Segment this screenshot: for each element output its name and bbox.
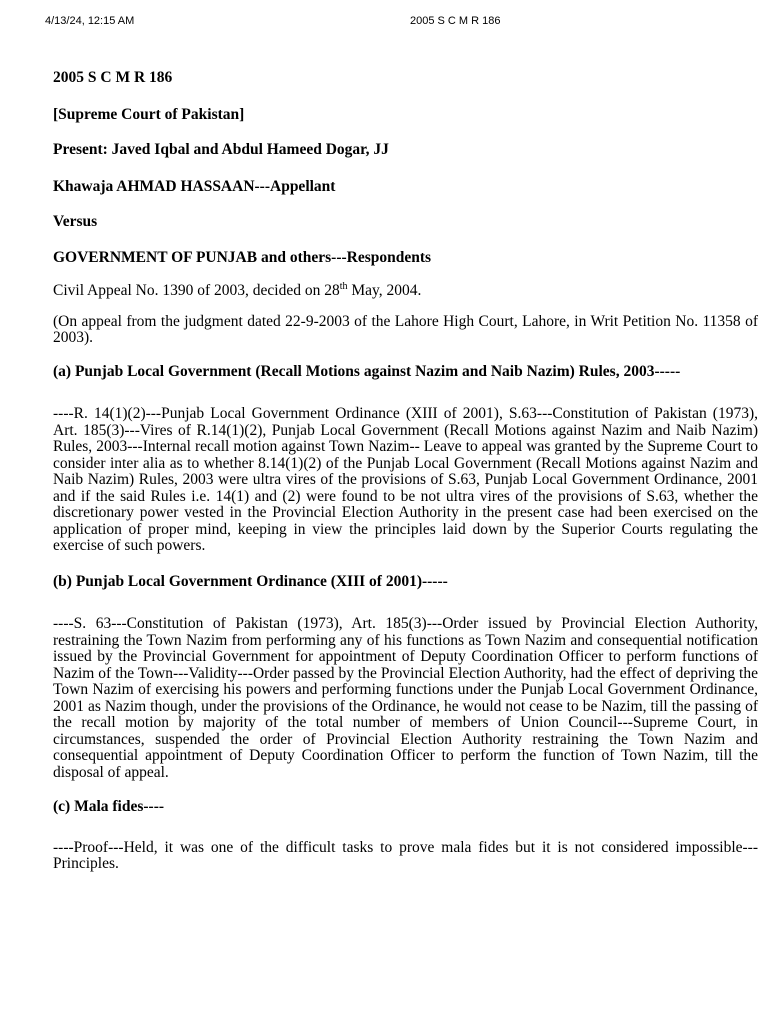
print-timestamp: 4/13/24, 12:15 AM (45, 15, 135, 27)
headnote-paragraph-a: ----R. 14(1)(2)---Punjab Local Government Ordinance (XIII of 2001), S.63---Constitution of Pakistan (1973), Art. 185(3)---Vires of R.14(1)(2), Punjab Local Government (Recall Motions against Nazim and Naib Nazim) Rules, 2003---Internal recall motion against Town Nazim-- Leave to appeal was granted by the Supreme Court to consider inter alia as to whether 8.14(1)(2) of the Punjab Local Government (Recall Motions against Nazim and Naib Nazim) Rules, 2003 were ultra vires of the provisions of S.63, Punjab Local Government Ordinance, 2001 and if the said Rules i.e. 14(1) and (2) were found to be not ultra vires of the provisions of S.63, whether the discretionary power vested in the Provincial Election Authority in the present case had been exercised on the application of proper mind, keeping in view the principles laid down by the Superior Courts regulating the exercise of such powers. (53, 405, 758, 554)
versus: Versus (53, 213, 98, 230)
headnote-paragraph-c: ----Proof---Held, it was one of the difficult tasks to prove mala fides but it is not considered impossible---Principles. (53, 838, 758, 872)
civil-appeal-text: Civil Appeal No. 1390 of 2003, decided on 28 (53, 282, 340, 299)
headnote-heading-b: (b) Punjab Local Government Ordinance (XIII of 2001)----- (53, 572, 448, 590)
appellant: Khawaja AHMAD HASSAAN---Appellant (53, 177, 336, 195)
headnote-heading-c: (c) Mala fides---- (53, 798, 165, 815)
on-appeal-note: (On appeal from the judgment dated 22-9-2003 of the Lahore High Court, Lahore, in Writ Petition No. 11358 of 2003). (53, 312, 758, 346)
ordinal-suffix: th (339, 280, 348, 292)
civil-appeal-date: May, 2004. (347, 282, 422, 299)
civil-appeal-line (53, 280, 758, 300)
respondents: GOVERNMENT OF PUNJAB and others---Respondents (53, 248, 432, 266)
bench-present: Present: Javed Iqbal and Abdul Hameed Dogar, JJ (53, 141, 389, 158)
judgment-document (53, 70, 758, 873)
print-page-title: 2005 S C M R 186 (410, 15, 501, 27)
headnote-paragraph-b: ----S. 63---Constitution of Pakistan (1973), Art. 185(3)---Order issued by Provincial Election Authority, restraining the Town Nazim from performing any of his functions as Town Nazim and consequential notification issued by the Provincial Government for appointment of Deputy Coordination Officer to perform functions of Nazim of the Town---Validity---Order passed by the Provincial Election Authority, had the effect of depriving the Town Nazim of exercising his powers and performing functions under the Punjab Local Government Ordinance, 2001 as Nazim though, under the provisions of the Ordinance, he would not cease to be Nazim, till the passing of the recall motion by majority of the total number of members of Union Council---Supreme Court, in circumstances, suspended the order of Provincial Election Authority restraining the Town Nazim and consequential appointment of Deputy Coordination Officer to perform the function of Town Nazim, till the disposal of appeal. (53, 615, 758, 781)
headnote-heading-a: (a) Punjab Local Government (Recall Motions against Nazim and Naib Nazim) Rules, 2003----- (53, 362, 681, 380)
citation: 2005 S C M R 186 (53, 69, 173, 86)
court-name: [Supreme Court of Pakistan] (53, 105, 245, 123)
